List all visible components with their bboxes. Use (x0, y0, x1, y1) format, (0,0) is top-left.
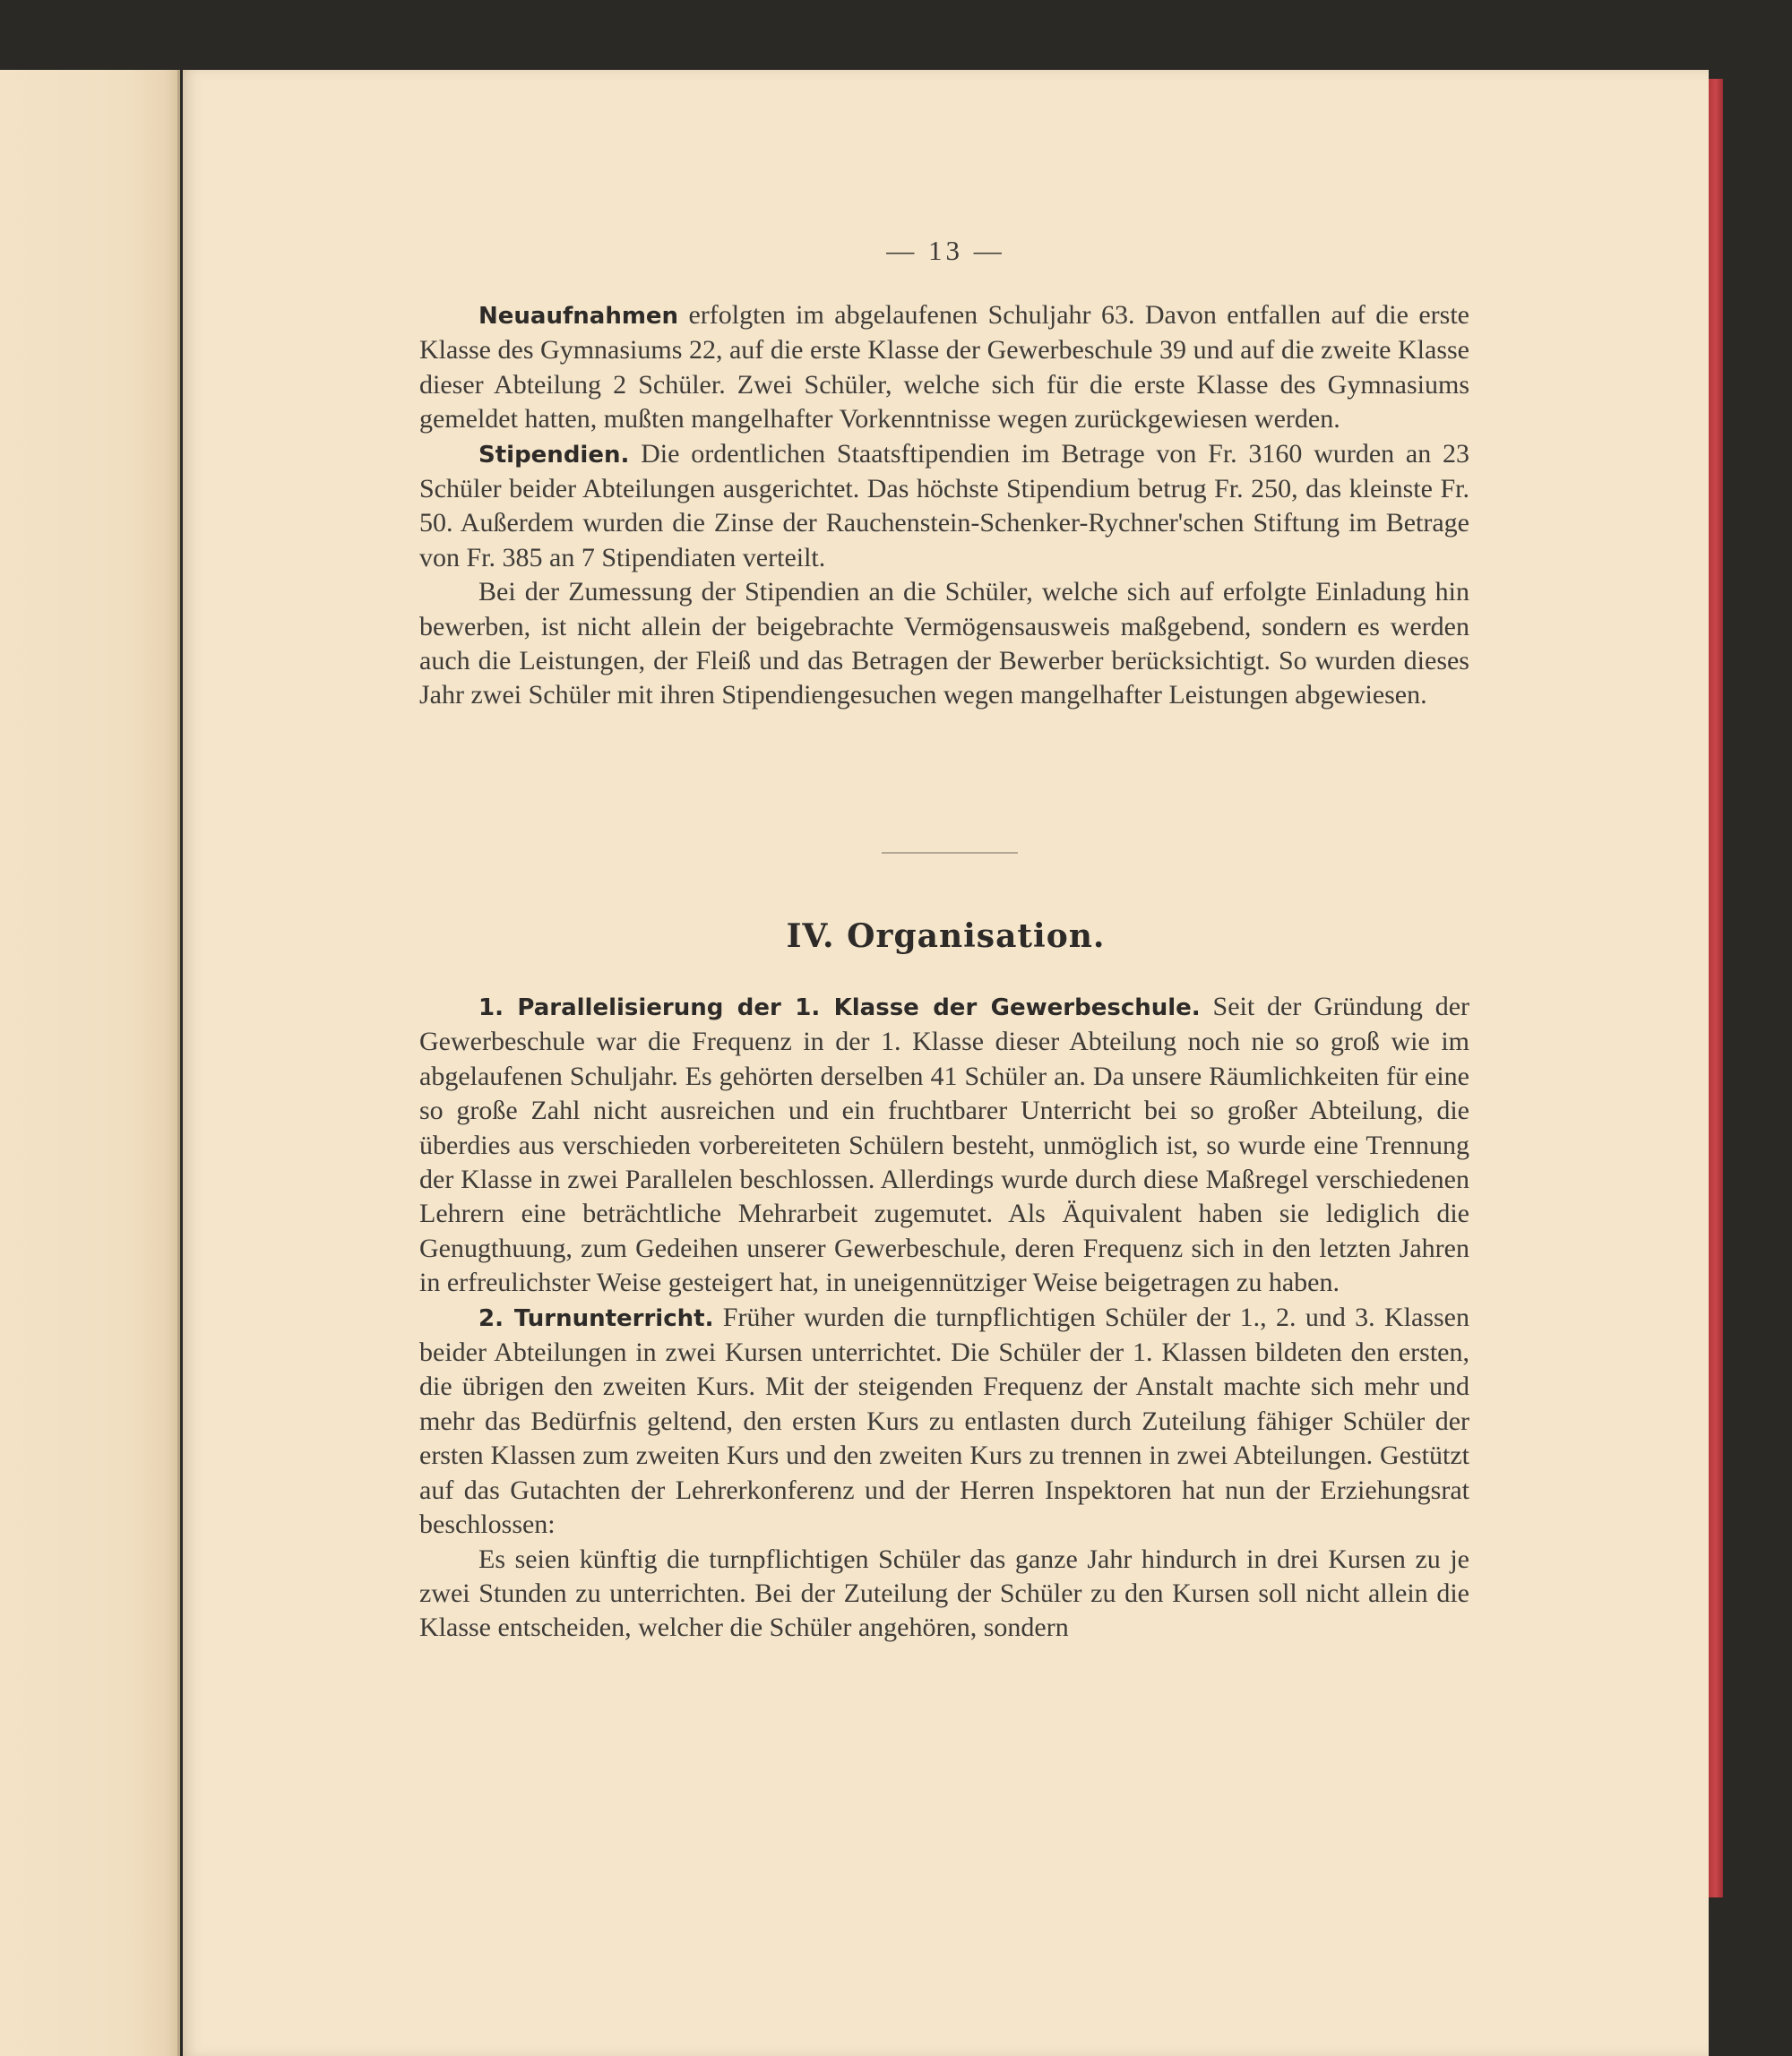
text-block-organisation (419, 990, 1469, 1646)
red-page-edge (1709, 79, 1723, 1897)
paragraph-parallelisierung (419, 990, 1469, 1301)
section-heading: IV. Organisation. (786, 917, 1106, 955)
paragraph-beschluss: Es seien künftig die turnpflichtigen Schüler das ganze Jahr hindurch in drei Kursen zu je zwei Stunden zu unterrichten. Bei der Zuteilung der Schüler zu den Kursen soll nicht allein die Klasse entscheiden, welcher die Schüler angehören, sondern (419, 1544, 1469, 1643)
left-page-edge (0, 70, 179, 2056)
run-in-heading-stipendien: Stipendien. (478, 441, 630, 469)
run-in-heading-neuaufnahmen: Neuaufnahmen (478, 303, 679, 330)
book-gutter (177, 70, 180, 2056)
paragraph-zumessung: Bei der Zumessung der Stipendien an die Schüler, welche sich auf erfolgte Einladung hin bewerben, ist nicht allein der beigebrachte Vermögensausweis maßgebend, sondern es werden auch die Leistungen, der Fleiß und das Betragen der Bewerber berücksichtigt. So wurden dieses Jahr zwei Schüler mit ihren Stipendiengesuchen wegen mangelhafter Leistungen abgewiesen. (419, 577, 1469, 710)
text-block-admissions-stipends (419, 298, 1469, 713)
paragraph-stipendien (419, 437, 1469, 576)
paragraph-text: erfolgten im abgelaufenen Schuljahr 63. Davon entfallen auf die erste Klasse des Gymnasiums 22, auf die erste Klasse der Gewerbeschule 39 und auf die zweite Klasse dieser Abteilung 2 Schüler. Zwei Schüler, welche sich für die erste Klasse des Gymnasiums gemeldet hatten, mußten mangelhafter Vorkenntnisse wegen zurückgewiesen werden. (419, 300, 1469, 434)
section-divider (882, 852, 1018, 854)
paragraph-neuaufnahmen (419, 298, 1469, 437)
paragraph-text: Früher wurden die turnpflichtigen Schüler der 1., 2. und 3. Klassen beider Abteilungen in zwei Kursen unterrichtet. Die Schüler der 1. Klassen bildeten den ersten, die übrigen den zweiten Kurs. Mit der steigenden Frequenz der Anstalt machte sich mehr und mehr das Bedürfnis geltend, den ersten Kurs zu entlasten durch Zuteilung fähiger Schüler der ersten Klassen zum zweiten Kurs und den zweiten Kurs zu trennen in zwei Abteilungen. Gestützt auf das Gutachten der Lehrerkonferenz und der Herren Inspektoren hat nun der Erziehungsrat beschlossen: (419, 1302, 1469, 1540)
run-in-heading-turnunterricht: 2. Turnunterricht. (478, 1304, 714, 1332)
run-in-heading-parallelisierung: 1. Parallelisierung der 1. Klasse der Gewerbeschule. (478, 994, 1201, 1021)
page-number: — 13 — (886, 235, 1005, 266)
paragraph-turnunterricht (419, 1301, 1469, 1543)
paragraph-text: Seit der Gründung der Gewerbeschule war die Frequenz in der 1. Klasse dieser Abteilung noch nie so groß wie im abgelaufenen Schuljahr. Es gehörten derselben 41 Schüler an. Da unsere Räumlichkeiten für eine so große Zahl nicht ausreichen und ein fruchtbarer Unterricht bei so großer Abteilung, die überdies aus verschieden vorbereiteten Schülern besteht, unmöglich ist, so wurde eine Trennung der Klasse in zwei Parallelen beschlossen. Allerdings wurde durch diese Maßregel verschiedenen Lehrern eine beträchtliche Mehrarbeit zugemutet. Als Äquivalent haben sie lediglich die Genugthuung, zum Gedeihen unserer Gewerbeschule, deren Frequenz sich in den letzten Jahren in erfreulichster Weise gesteigert hat, in uneigennütziger Weise beigetragen zu haben. (419, 992, 1469, 1298)
paragraph-text: Die ordentlichen Staatsftipendien im Betrage von Fr. 3160 wurden an 23 Schüler beider Abteilungen ausgerichtet. Das höchste Stipendium betrug Fr. 250, das kleinste Fr. 50. Außerdem wurden die Zinse der Rauchenstein-Schenker-Rychner'schen Stiftung im Betrage von Fr. 385 an 7 Stipendiaten verteilt. (419, 438, 1469, 572)
